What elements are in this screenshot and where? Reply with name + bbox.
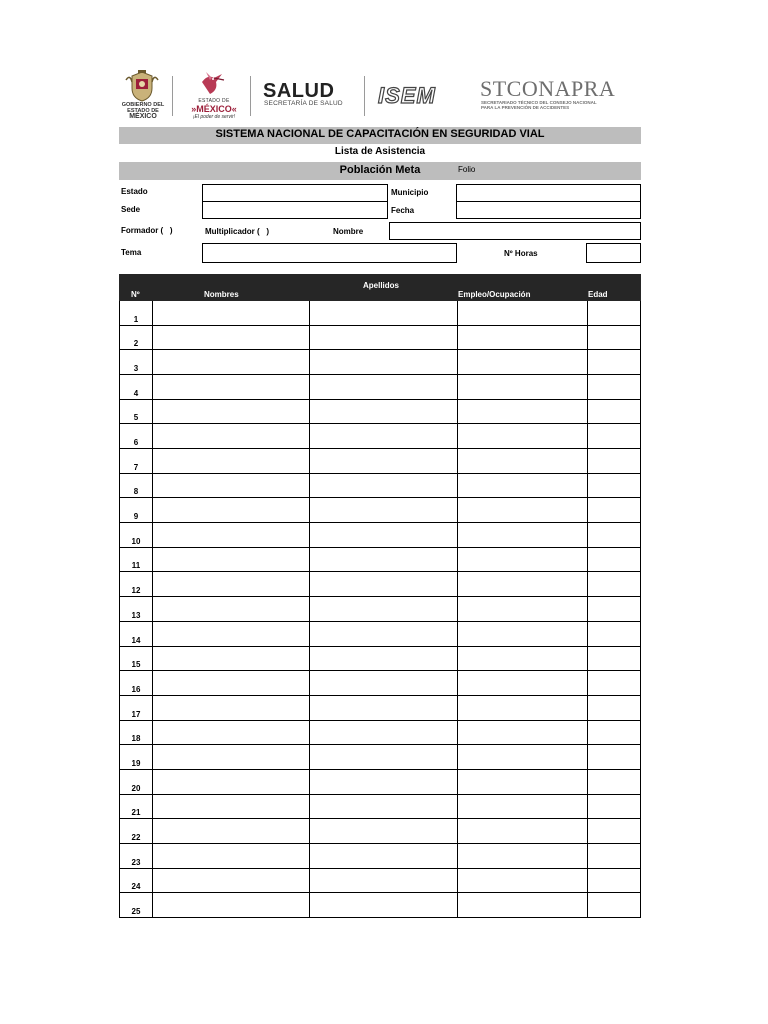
hummingbird-icon — [196, 70, 226, 98]
apellidos-cell[interactable] — [309, 572, 457, 596]
municipio-label: Municipio — [391, 188, 429, 197]
empleo-cell[interactable] — [457, 597, 587, 621]
salud-logo-subtitle: SECRETARÍA DE SALUD — [264, 100, 343, 107]
nombres-cell[interactable] — [152, 424, 309, 448]
edad-cell[interactable] — [587, 597, 640, 621]
table-row — [120, 770, 640, 795]
nombres-cell[interactable] — [152, 696, 309, 720]
edad-cell[interactable] — [587, 498, 640, 522]
empleo-cell[interactable] — [457, 869, 587, 893]
empleo-cell[interactable] — [457, 498, 587, 522]
row-number: 21 — [131, 808, 141, 818]
empleo-cell[interactable] — [457, 350, 587, 374]
logo-divider — [172, 76, 173, 116]
edad-cell[interactable] — [587, 572, 640, 596]
edad-cell[interactable] — [587, 770, 640, 794]
empleo-cell[interactable] — [457, 671, 587, 695]
empleo-cell[interactable] — [457, 400, 587, 424]
nombres-cell[interactable] — [152, 400, 309, 424]
nombres-cell[interactable] — [152, 844, 309, 868]
table-row — [120, 869, 640, 894]
horas-field[interactable] — [586, 243, 641, 263]
edad-cell[interactable] — [587, 548, 640, 572]
stconapra-logo-subtitle — [481, 100, 597, 110]
logo-divider — [364, 76, 365, 116]
nombres-cell[interactable] — [152, 350, 309, 374]
edad-cell[interactable] — [587, 375, 640, 399]
nombres-cell[interactable] — [152, 498, 309, 522]
row-number: 11 — [131, 561, 141, 571]
nombres-cell[interactable] — [152, 548, 309, 572]
empleo-cell[interactable] — [457, 819, 587, 843]
table-row — [120, 301, 640, 326]
row-number: 7 — [133, 462, 139, 472]
fecha-label: Fecha — [391, 206, 415, 215]
row-number: 9 — [133, 512, 139, 522]
edomex-caption — [186, 98, 242, 120]
nombres-cell[interactable] — [152, 474, 309, 498]
nombres-cell[interactable] — [152, 745, 309, 769]
nombres-cell[interactable] — [152, 449, 309, 473]
empleo-cell[interactable] — [457, 622, 587, 646]
apellidos-cell[interactable] — [309, 424, 457, 448]
edad-cell[interactable] — [587, 819, 640, 843]
edad-cell[interactable] — [587, 696, 640, 720]
nombres-cell[interactable] — [152, 721, 309, 745]
edad-cell[interactable] — [587, 474, 640, 498]
nombres-cell[interactable] — [152, 819, 309, 843]
table-row — [120, 745, 640, 770]
apellidos-cell[interactable] — [309, 696, 457, 720]
salud-logo-title: SALUD — [263, 80, 335, 102]
edad-cell[interactable] — [587, 647, 640, 671]
column-header-num: Nº — [131, 290, 140, 299]
edad-cell[interactable] — [587, 844, 640, 868]
apellidos-cell[interactable] — [309, 770, 457, 794]
apellidos-cell[interactable] — [309, 375, 457, 399]
apellidos-cell[interactable] — [309, 721, 457, 745]
edad-cell[interactable] — [587, 301, 640, 325]
edad-cell[interactable] — [587, 449, 640, 473]
gobierno-caption-line3: MÉXICO — [129, 113, 157, 120]
document-subtitle: Lista de Asistencia — [334, 146, 426, 157]
estado-field[interactable] — [202, 184, 388, 202]
nombres-cell[interactable] — [152, 597, 309, 621]
row-number: 13 — [131, 610, 141, 620]
empleo-cell[interactable] — [457, 449, 587, 473]
apellidos-cell[interactable] — [309, 474, 457, 498]
apellidos-cell[interactable] — [309, 597, 457, 621]
apellidos-cell[interactable] — [309, 745, 457, 769]
nombres-cell[interactable] — [152, 647, 309, 671]
row-number: 10 — [131, 536, 141, 546]
table-row — [120, 721, 640, 746]
table-header — [119, 274, 641, 301]
empleo-cell[interactable] — [457, 326, 587, 350]
apellidos-cell[interactable] — [309, 869, 457, 893]
apellidos-cell[interactable] — [309, 671, 457, 695]
nombres-cell[interactable] — [152, 326, 309, 350]
edad-cell[interactable] — [587, 893, 640, 917]
edad-cell[interactable] — [587, 400, 640, 424]
empleo-cell[interactable] — [457, 375, 587, 399]
row-number: 3 — [133, 364, 139, 374]
apellidos-cell[interactable] — [309, 301, 457, 325]
sede-label: Sede — [121, 205, 141, 214]
nombres-cell[interactable] — [152, 301, 309, 325]
row-number: 16 — [131, 684, 141, 694]
table-row — [120, 844, 640, 869]
edad-cell[interactable] — [587, 671, 640, 695]
empleo-cell[interactable] — [457, 770, 587, 794]
row-number: 15 — [131, 660, 141, 670]
edomex-small: ESTADO DE — [198, 98, 230, 104]
nombres-cell[interactable] — [152, 622, 309, 646]
apellidos-cell[interactable] — [309, 844, 457, 868]
nombres-cell[interactable] — [152, 572, 309, 596]
table-row — [120, 326, 640, 351]
empleo-cell[interactable] — [457, 301, 587, 325]
empleo-cell[interactable] — [457, 523, 587, 547]
stconapra-subtitle-line2: PARA LA PREVENCIÓN DE ACCIDENTES — [481, 105, 570, 110]
edad-cell[interactable] — [587, 424, 640, 448]
nombres-cell[interactable] — [152, 671, 309, 695]
multiplicador-label: Multiplicador ( ) — [205, 227, 269, 236]
column-header-empleo: Empleo/Ocupación — [458, 290, 531, 299]
empleo-cell[interactable] — [457, 745, 587, 769]
empleo-cell[interactable] — [457, 474, 587, 498]
apellidos-cell[interactable] — [309, 647, 457, 671]
edomex-name: »MÉXICO« — [191, 104, 237, 114]
empleo-cell[interactable] — [457, 424, 587, 448]
table-row — [120, 548, 640, 573]
edad-cell[interactable] — [587, 622, 640, 646]
table-row — [120, 449, 640, 474]
apellidos-cell[interactable] — [309, 893, 457, 917]
table-row — [120, 597, 640, 622]
edad-cell[interactable] — [587, 350, 640, 374]
fecha-field[interactable] — [456, 201, 641, 219]
table-row — [120, 498, 640, 523]
apellidos-cell[interactable] — [309, 400, 457, 424]
table-row — [120, 671, 640, 696]
row-number: 4 — [133, 388, 139, 398]
row-number: 12 — [131, 586, 141, 596]
edad-cell[interactable] — [587, 326, 640, 350]
apellidos-cell[interactable] — [309, 795, 457, 819]
edad-cell[interactable] — [587, 745, 640, 769]
municipio-field[interactable] — [456, 184, 641, 202]
sede-field[interactable] — [202, 201, 388, 219]
table-row — [120, 647, 640, 672]
section-title: Población Meta — [339, 164, 421, 176]
empleo-cell[interactable] — [457, 572, 587, 596]
table-row — [120, 424, 640, 449]
row-number: 1 — [133, 314, 139, 324]
tema-field[interactable] — [202, 243, 457, 263]
table-row — [120, 523, 640, 548]
apellidos-cell[interactable] — [309, 350, 457, 374]
row-number: 24 — [131, 882, 141, 892]
row-number: 19 — [131, 758, 141, 768]
table-row — [120, 474, 640, 499]
row-number: 20 — [131, 783, 141, 793]
apellidos-cell[interactable] — [309, 498, 457, 522]
stconapra-subtitle-line1: SECRETARIADO TÉCNICO DEL CONSEJO NACIONAL — [481, 100, 597, 105]
title-band — [119, 127, 641, 144]
table-row — [120, 819, 640, 844]
apellidos-cell[interactable] — [309, 449, 457, 473]
apellidos-cell[interactable] — [309, 548, 457, 572]
empleo-cell[interactable] — [457, 844, 587, 868]
apellidos-cell[interactable] — [309, 819, 457, 843]
row-number: 22 — [131, 832, 141, 842]
edad-cell[interactable] — [587, 721, 640, 745]
edad-cell[interactable] — [587, 523, 640, 547]
table-row — [120, 400, 640, 425]
table-row — [120, 696, 640, 721]
apellidos-cell[interactable] — [309, 622, 457, 646]
table-row — [120, 572, 640, 597]
edad-cell[interactable] — [587, 795, 640, 819]
empleo-cell[interactable] — [457, 795, 587, 819]
nombres-cell[interactable] — [152, 795, 309, 819]
stconapra-logo-title: STCONAPRA — [480, 76, 616, 101]
row-number: 23 — [131, 857, 141, 867]
nombres-cell[interactable] — [152, 893, 309, 917]
empleo-cell[interactable] — [457, 647, 587, 671]
edad-cell[interactable] — [587, 869, 640, 893]
folio-label: Folio — [458, 165, 476, 174]
nombres-cell[interactable] — [152, 770, 309, 794]
isem-logo: ISEM — [378, 83, 436, 108]
section-band — [119, 162, 641, 180]
nombre-field[interactable] — [389, 222, 641, 240]
column-header-edad: Edad — [588, 290, 608, 299]
table-row — [120, 375, 640, 400]
gobierno-caption-line1: GOBIERNO DEL — [121, 102, 165, 108]
nombres-cell[interactable] — [152, 375, 309, 399]
row-number: 14 — [131, 635, 141, 645]
document-title: SISTEMA NACIONAL DE CAPACITACIÓN EN SEGURIDAD VIAL — [215, 128, 545, 140]
logo-divider — [250, 76, 251, 116]
row-number: 2 — [133, 339, 139, 349]
row-number: 17 — [131, 709, 141, 719]
nombres-cell[interactable] — [152, 869, 309, 893]
table-row — [120, 350, 640, 375]
attendance-table — [119, 301, 641, 918]
row-number: 6 — [133, 438, 139, 448]
estado-label: Estado — [121, 187, 148, 196]
empleo-cell[interactable] — [457, 548, 587, 572]
column-header-apellidos: Apellidos — [363, 281, 400, 290]
tema-label: Tema — [121, 248, 142, 257]
table-row — [120, 893, 640, 918]
row-number: 5 — [133, 413, 139, 423]
row-number: 25 — [131, 906, 141, 916]
apellidos-cell[interactable] — [309, 523, 457, 547]
nombres-cell[interactable] — [152, 523, 309, 547]
edomex-slogan: ¡El poder de servir! — [192, 114, 236, 120]
empleo-cell[interactable] — [457, 893, 587, 917]
apellidos-cell[interactable] — [309, 326, 457, 350]
row-number: 18 — [131, 734, 141, 744]
horas-label: Nº Horas — [504, 249, 538, 258]
empleo-cell[interactable] — [457, 696, 587, 720]
table-row — [120, 622, 640, 647]
gobierno-caption-line2: ESTADO DE — [127, 108, 159, 114]
gobierno-caption — [118, 102, 168, 120]
row-number: 8 — [133, 487, 139, 497]
table-row — [120, 795, 640, 820]
formador-label: Formador ( ) — [121, 226, 173, 235]
coat-of-arms-icon — [124, 70, 160, 102]
nombre-label: Nombre — [333, 227, 364, 236]
empleo-cell[interactable] — [457, 721, 587, 745]
column-header-nombres: Nombres — [204, 290, 239, 299]
